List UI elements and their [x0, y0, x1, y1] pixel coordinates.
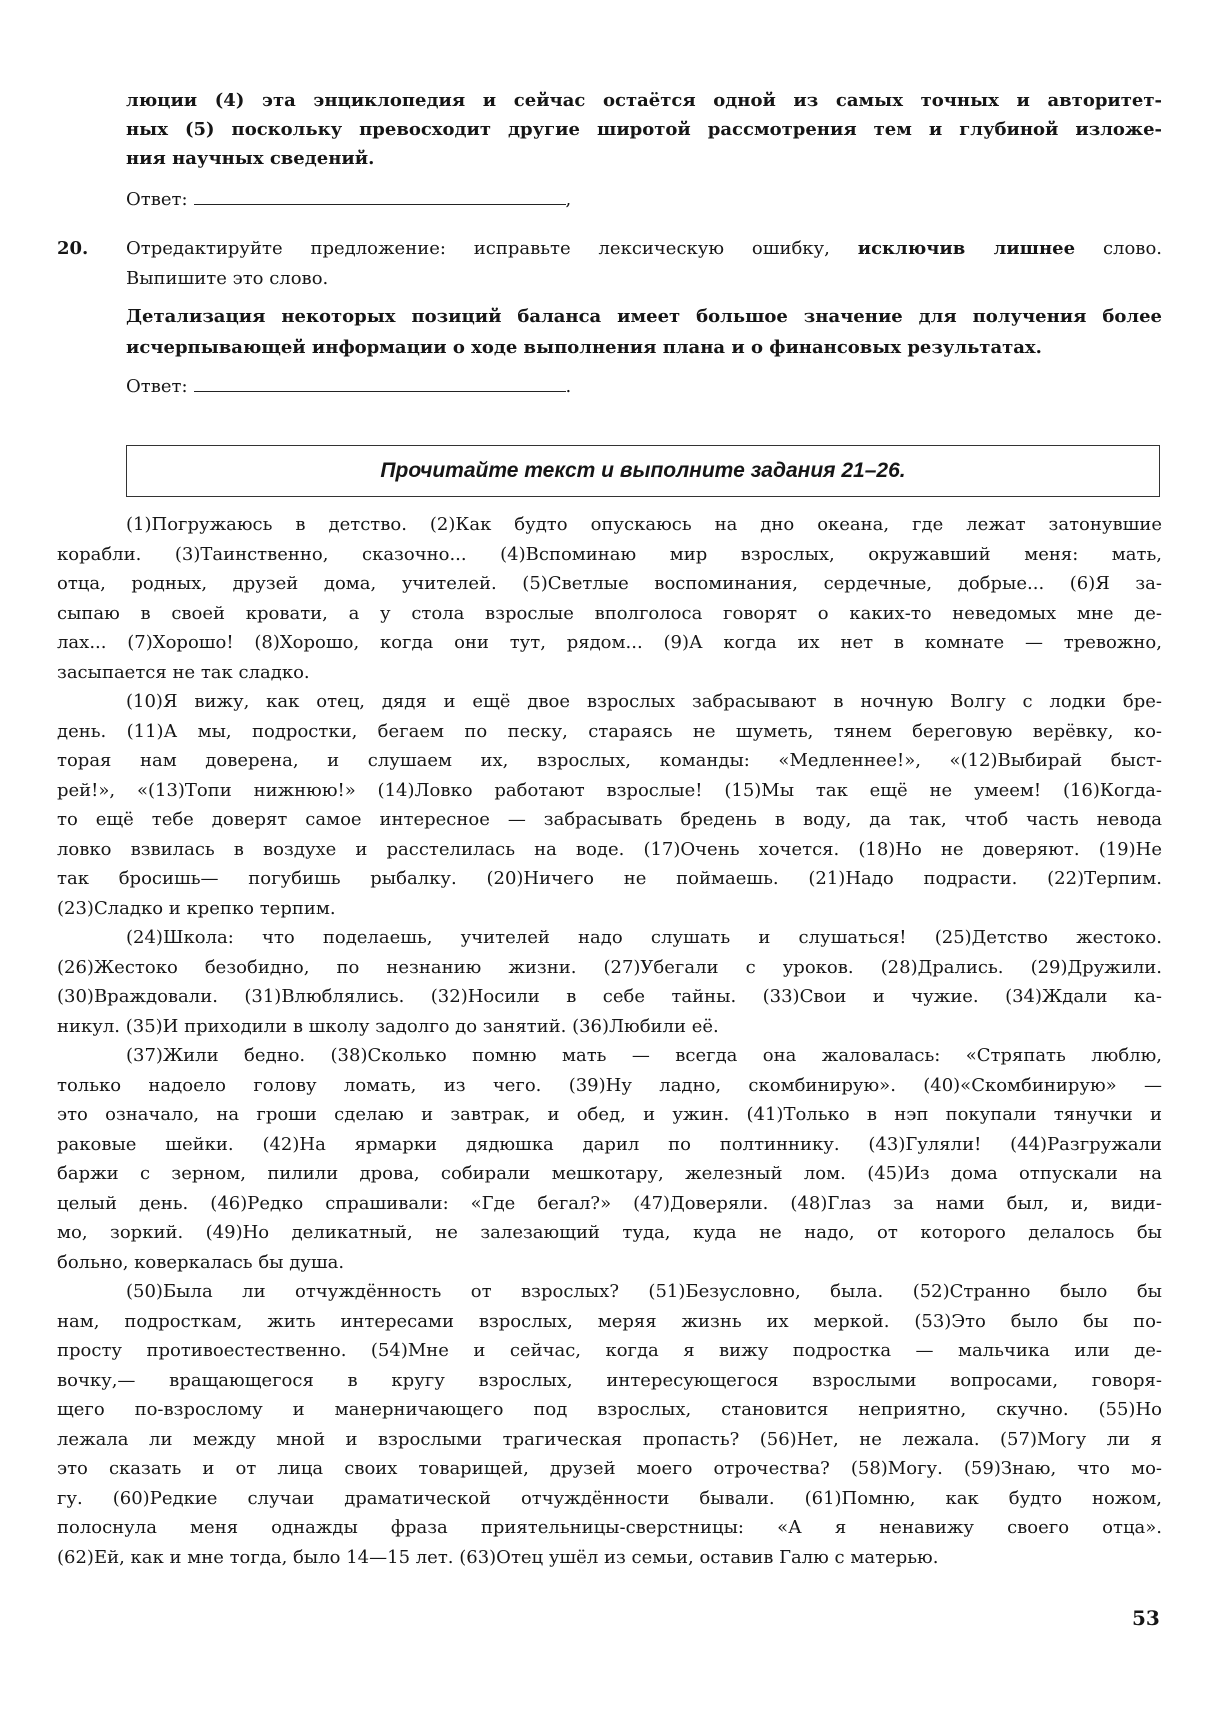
answer-field-20[interactable] — [126, 373, 571, 397]
passage-line: ловко взвилась в воздухе и расстелилась на воде. (17)Очень хочется. (18)Но не доверяют. (19)Не — [57, 838, 1162, 860]
task-sentence-line: исчерпывающей информации о ходе выполнения плана и о финансовых результатах. — [126, 337, 1042, 358]
reading-header-box — [126, 445, 1160, 497]
passage-line: торая нам доверена, и слушаем их, взрослых, команды: «Медленнее!», «(12)Выбирай быст- — [57, 750, 1162, 771]
passage-line: просту противоестественно. (54)Мне и сейчас, когда я вижу подростка — мальчика или де- — [57, 1340, 1162, 1361]
passage-line: щего по-взрослому и манерничающего под взрослых, становится неприятно, скучно. (55)Но — [57, 1399, 1162, 1420]
task-instruction-line2: Выпишите это слово. — [126, 268, 329, 289]
answer-end: , — [565, 189, 572, 210]
passage-line: сыпаю в своей кровати, а у стола взрослые вполголоса говорят о каких-то неведомых мне де- — [57, 602, 1162, 624]
passage-line: гу. (60)Редкие случаи драматической отчуждённости бывали. (61)Помню, как будто ножом, — [57, 1487, 1162, 1509]
passage-line: лах... (7)Хорошо! (8)Хорошо, когда они тут, рядом... (9)А когда их нет в комнате — тревожно, — [57, 632, 1162, 653]
passage-line: полоснула меня однажды фраза приятельницы-сверстницы: «А я ненавижу своего отца». — [57, 1517, 1162, 1538]
passage-line: вочку,— вращающегося в кругу взрослых, интересующегося взрослыми вопросами, говоря- — [57, 1369, 1162, 1391]
passage-line: это означало, на гроши сделаю и завтрак, и обед, и ужин. (41)Только в нэп покупали тянучки и — [57, 1104, 1162, 1125]
passage-line: (23)Сладко и крепко терпим. — [57, 897, 336, 919]
passage-line: (10)Я вижу, как отец, дядя и ещё двое взрослых забрасывают в ночную Волгу с лодки бре- — [126, 691, 1162, 712]
task-instruction — [126, 238, 1162, 259]
instruction-text: Отредактируйте предложение: исправьте лексическую ошибку, — [126, 238, 830, 259]
passage-line: рей!», «(13)Топи нижнюю!» (14)Ловко работают взрослые! (15)Мы так ещё не умеем! (16)Когда- — [57, 779, 1162, 801]
passage-line: (37)Жили бедно. (38)Сколько помню мать — всегда она жаловалась: «Стряпать люблю, — [126, 1045, 1162, 1066]
passage-line: засыпается не так сладко. — [57, 661, 310, 683]
passage-line: больно, коверкалась бы душа. — [57, 1251, 345, 1273]
passage-line: отца, родных, друзей дома, учителей. (5)Светлые воспоминания, сердечные, добрые... (6)Я за- — [57, 573, 1162, 594]
answer-blank[interactable] — [194, 186, 566, 205]
passage-line: (30)Враждовали. (31)Влюблялись. (32)Носили в себе тайны. (33)Свои и чужие. (34)Ждали ка- — [57, 986, 1162, 1007]
passage-line: нам, подросткам, жить интересами взрослых, меряя жизнь их меркой. (53)Это было бы по- — [57, 1310, 1162, 1332]
passage-line: целый день. (46)Редко спрашивали: «Где бегал?» (47)Доверяли. (48)Глаз за нами был, и, види- — [57, 1192, 1162, 1214]
answer-label: Ответ: — [126, 376, 188, 397]
passage-line: никул. (35)И приходили в школу задолго до занятий. (36)Любили её. — [57, 1015, 719, 1037]
passage-line: (24)Школа: что поделаешь, учителей надо слушать и слушаться! (25)Детство жестоко. — [126, 927, 1162, 948]
passage-line: (62)Ей, как и мне тогда, было 14—15 лет. (63)Отец ушёл из семьи, оставив Галю с матерью. — [57, 1546, 939, 1568]
passage-line: то ещё тебе доверят самое интересное — забрасывать бредень в воду, да так, чтоб часть невода — [57, 809, 1162, 830]
answer-label: Ответ: — [126, 189, 188, 210]
passage-line: это сказать и от лица своих товарищей, друзей моего отрочества? (58)Могу. (59)Знаю, что мо- — [57, 1458, 1162, 1479]
answer-blank[interactable] — [194, 373, 566, 392]
passage-line: раковые шейки. (42)На ярмарки дядюшка дарил по полтиннику. (43)Гуляли! (44)Разгружали — [57, 1133, 1162, 1155]
task-number: 20. — [57, 238, 89, 259]
fragment-line: ния научных сведений. — [126, 148, 375, 169]
instruction-bold: исключив лишнее — [857, 238, 1076, 259]
answer-field-19[interactable] — [126, 186, 571, 210]
passage-line: так бросишь— погубишь рыбалку. (20)Ничего не поймаешь. (21)Надо подрасти. (22)Терпим. — [57, 868, 1162, 889]
task-sentence-line: Детализация некоторых позиций баланса имеет большое значение для получения более — [126, 306, 1162, 327]
passage-line: (50)Была ли отчуждённость от взрослых? (51)Безусловно, была. (52)Странно было бы — [126, 1281, 1162, 1302]
passage-line: только надоело голову ломать, из чего. (39)Ну ладно, скомбинирую». (40)«Скомбинирую» — — [57, 1074, 1162, 1096]
passage-line: день. (11)А мы, подростки, бегаем по песку, стараясь не шуметь, тянем береговую верёвку, ко- — [57, 720, 1162, 742]
reading-header: Прочитайте текст и выполните задания 21–26. — [380, 459, 906, 482]
passage-line: (1)Погружаюсь в детство. (2)Как будто опускаюсь на дно океана, где лежат затонувшие — [126, 514, 1162, 535]
passage-line: (26)Жестоко безобидно, по незнанию жизни. (27)Убегали с уроков. (28)Дрались. (29)Дружили. — [57, 956, 1162, 978]
answer-end: . — [565, 376, 572, 397]
instruction-text: слово. — [1102, 238, 1162, 259]
fragment-line: люции (4) эта энциклопедия и сейчас остаётся одной из самых точных и авторитет- — [126, 90, 1162, 111]
passage-line: корабли. (3)Таинственно, сказочно... (4)Вспоминаю мир взрослых, окружавший меня: мать, — [57, 543, 1162, 565]
passage-line: баржи с зерном, пилили дрова, собирали мешкотару, железный лом. (45)Из дома отпускали на — [57, 1163, 1162, 1184]
passage-line: мо, зоркий. (49)Но деликатный, не залезающий туда, куда не надо, от которого делалось бы — [57, 1222, 1162, 1243]
fragment-line: ных (5) поскольку превосходит другие широтой рассмотрения тем и глубиной изложе- — [126, 119, 1162, 140]
passage-line: лежала ли между мной и взрослыми трагическая пропасть? (56)Нет, не лежала. (57)Могу ли я — [57, 1428, 1162, 1450]
page-number: 53 — [1132, 1606, 1160, 1630]
